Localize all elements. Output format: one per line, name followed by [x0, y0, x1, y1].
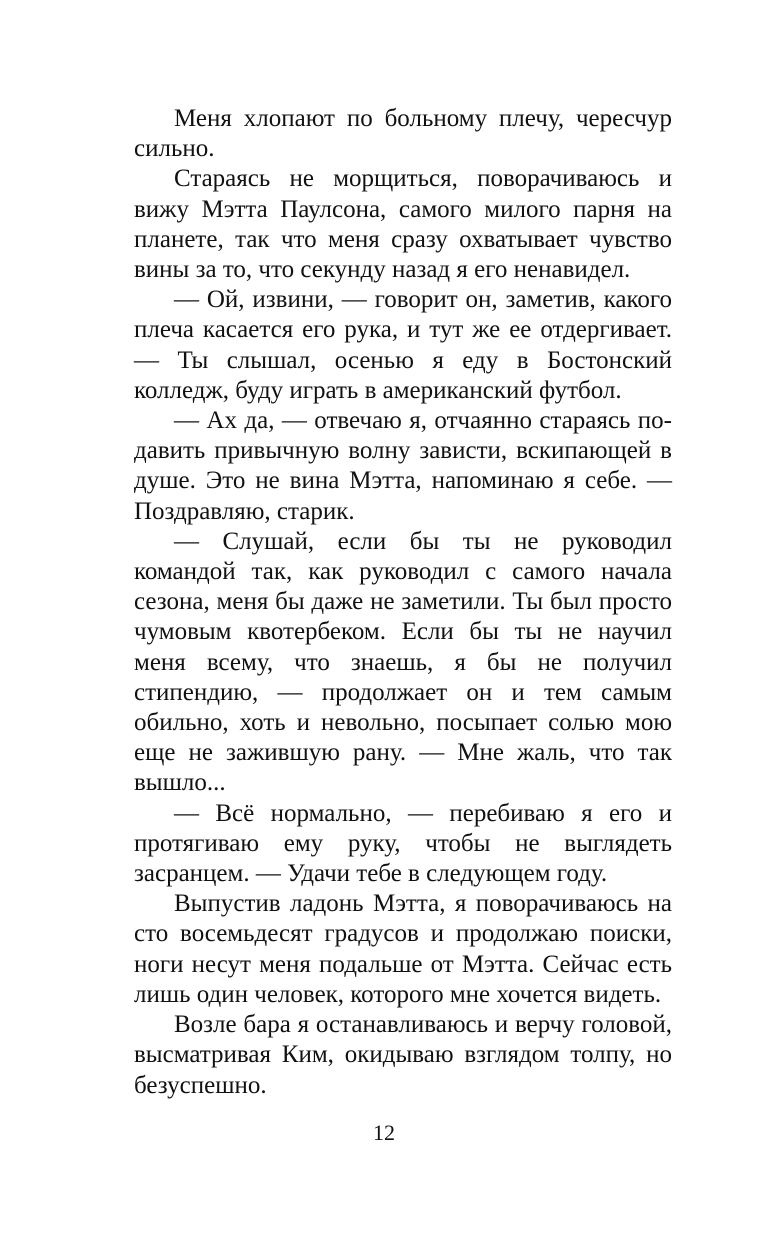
page-body	[134, 104, 672, 1101]
paragraph: Меня хлопают по больному плечу, чересчур сильно.	[134, 105, 672, 163]
page-number: 12	[373, 1120, 395, 1145]
paragraph: Стараясь не морщиться, поворачиваюсь и вижу Мэтта Паулсона, самого милого парня на планете, так что меня сразу охватывает чувство вины за то, что секунду назад я его ненавидел.	[134, 165, 672, 284]
paragraph: — Всё нормально, — перебиваю я его и протягиваю ему руку, чтобы не выглядеть засранцем. — Удачи тебе в следующем году.	[134, 799, 672, 888]
paragraph: Выпустив ладонь Мэтта, я поворачиваюсь на сто восемьдесят градусов и продолжаю поиски, ноги несут меня подальше от Мэтта. Сейчас есть лишь один человек, которого мне хочется видеть.	[134, 890, 672, 1008]
paragraph: Возле бара я останавливаюсь и верчу головой, высматривая Ким, окидываю взглядом толпу, но безуспешно.	[134, 1011, 672, 1099]
paragraph: — Ой, извини, — говорит он, заметив, какого плеча касается его рука, и тут же ее отдергивает. — Ты слышал, осенью я еду в Бостонский колледж, буду играть в американский футбол.	[134, 286, 672, 404]
paragraph: — Ах да, — отвечаю я, отчаянно стараясь подавить привычную волну зависти, вскипающей в душе. Это не вина Мэтта, напоминаю я себе. — Поздравляю, старик.	[134, 407, 672, 525]
paragraph: — Слушай, если бы ты не руководил командой так, как руководил с самого начала сезона, меня бы даже не заметили. Ты был просто чумовым квотербеком. Если бы ты не научил меня всему, что знаешь, я бы не получил стипендию, — продолжает он и тем самым обильно, хоть и невольно, посыпает солью мою еще не зажившую рану. — Мне жаль, что так вышло...	[134, 527, 672, 797]
